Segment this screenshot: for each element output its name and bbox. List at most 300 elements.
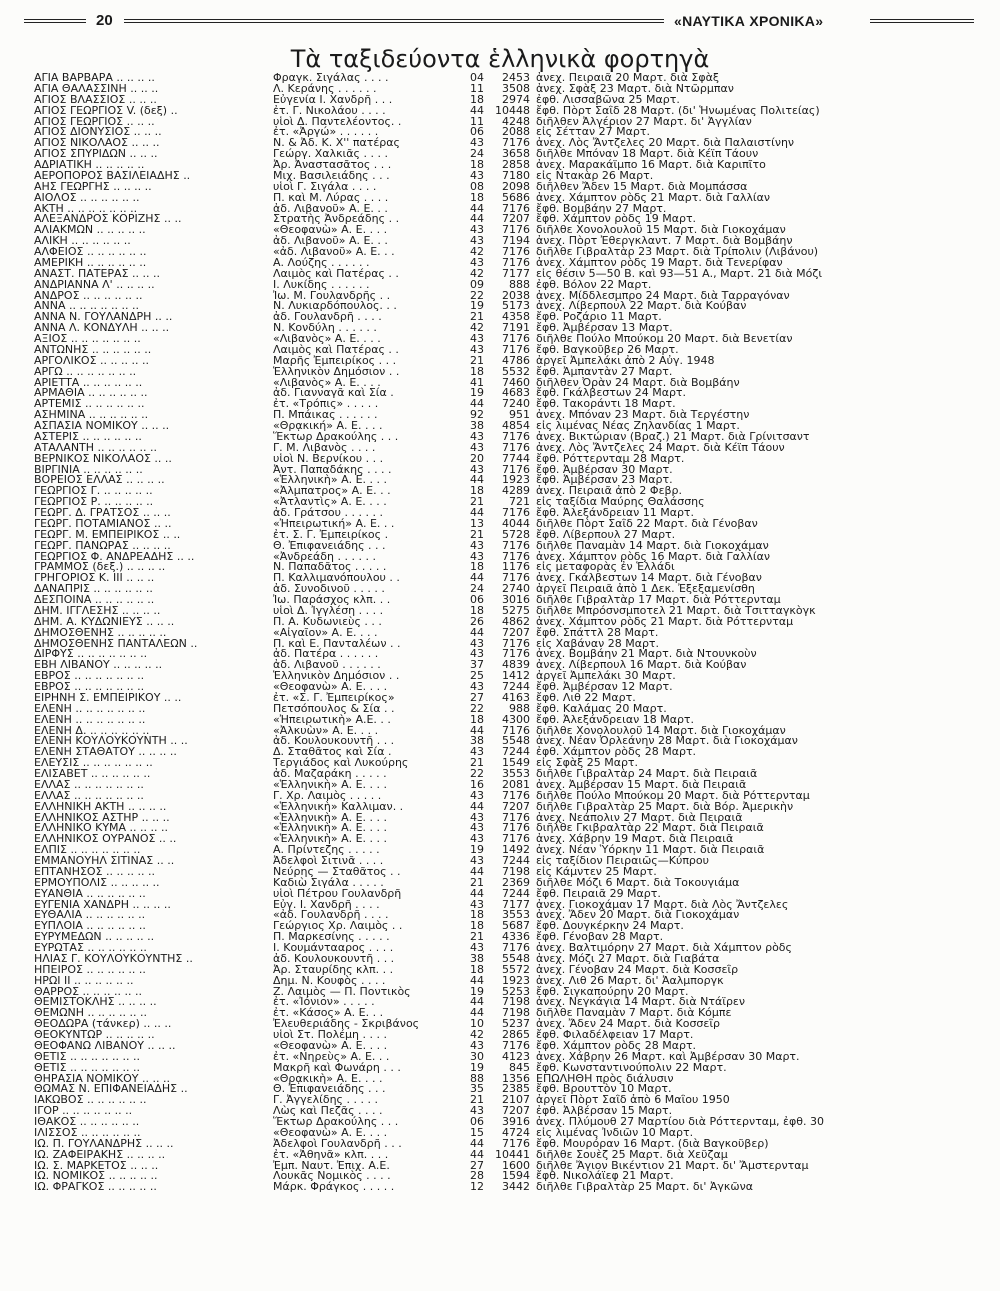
ship-tonnage: 5687 <box>502 920 530 932</box>
ship-name: ΕΥΠΛΟΙΑ .. .. .. .. .. .. <box>34 920 146 932</box>
ship-tonnage: 7191 <box>502 322 530 334</box>
ship-row <box>34 1105 984 1116</box>
ship-owner: Ἕκτωρ Δρακούλης . . . <box>273 430 399 442</box>
ship-status: ἀνεχ. Μόζι 27 Μαρτ. διὰ Γιαβάτα <box>536 952 720 964</box>
ship-tonnage: 2038 <box>502 289 530 301</box>
ship-tonnage: 7198 <box>502 996 530 1008</box>
ship-tonnage: 5253 <box>502 985 530 997</box>
ship-tonnage: 7176 <box>502 343 530 355</box>
publication-name: «ΝΑΥΤΙΚΑ ΧΡΟΝΙΚΑ» <box>674 13 824 29</box>
ship-owner: ἐτ. «Κάσος» Α. Ε. . . <box>273 1007 384 1019</box>
ship-name: ΓΡΗΓΟΡΙΟΣ Κ. ΙΙΙ .. .. .. <box>34 572 155 584</box>
ship-tonnage: 2974 <box>502 93 530 105</box>
ship-status: διῆλθε Πούλο Μπούκομ 20 Μαρτ. διὰ Βενετίαν <box>536 333 793 344</box>
ship-code: 43 <box>470 648 484 660</box>
ship-owner: ἐτ. «Ἀθηνᾶ» κλπ. . . . <box>273 1148 389 1160</box>
ship-code: 35 <box>470 1083 484 1095</box>
ship-code: 21 <box>470 311 484 323</box>
ship-row <box>34 105 984 116</box>
ship-tonnage: 7176 <box>502 256 530 268</box>
ship-status: διῆλθε Πούλο Μπούκομ 20 Μαρτ. διὰ Ρόττερνταμ <box>536 789 810 801</box>
ship-tonnage: 4683 <box>502 387 530 399</box>
ship-tonnage: 951 <box>509 409 530 421</box>
ship-owner: Ἀδελφοὶ Γουλανδρῆ . . . <box>273 1137 402 1149</box>
ship-row <box>34 920 984 931</box>
ship-row <box>34 355 984 366</box>
ship-code: 24 <box>470 148 484 160</box>
ship-owner: Γ. Χρ. Λαιμὸς . . . . . <box>273 789 382 801</box>
ship-row <box>34 398 984 409</box>
ship-name: ΕΛΛΑΣ .. .. .. .. .. .. .. <box>34 789 144 801</box>
ship-name: ΑΣΤΕΡΙΣ .. .. .. .. .. .. <box>34 430 142 442</box>
ship-name: ΘΕΟΦΑΝΩ ΛΙΒΑΝΟΥ .. .. .. <box>34 1039 176 1051</box>
ship-name: ΒΕΡΝΙΚΟΣ ΝΙΚΟΛΑΟΣ .. .. <box>34 452 172 464</box>
ship-code: 19 <box>470 844 484 856</box>
ship-tonnage: 988 <box>509 702 530 714</box>
ship-row <box>34 931 984 942</box>
ship-name: ΕΛΛΗΝΙΚΟΣ ΟΥΡΑΝΟΣ .. .. <box>34 833 177 845</box>
ship-tonnage: 7176 <box>502 550 530 562</box>
ship-row <box>34 909 984 920</box>
ship-status: ἀνεχ. Χάμπτον ρὸδς 21 Μαρτ. διὰ Ρόττερνταμ <box>536 615 794 627</box>
ship-name: ΕΛΛΗΝΙΚΟΣ ΑΣΤΗΡ .. .. .. <box>34 811 170 823</box>
ship-row <box>34 551 984 562</box>
ship-name: ΔΗΜ. Α. ΚΥΔΩΝΙΕΥΣ .. .. .. <box>34 615 175 627</box>
ship-owner: Λουκᾶς Νομικὸς . . . . <box>273 1170 391 1182</box>
ship-status: ἀργεῖ Ἀμπελάκι ἀπὸ 2 Αὐγ. 1948 <box>536 354 715 366</box>
ship-code: 43 <box>470 681 484 692</box>
ship-name: ΑΓΙΟΣ ΣΠΥΡΙΔΩΝ .. .. .. <box>34 148 158 160</box>
ship-status: ἀνεχ. Βικτώριαν (Βραζ.) 21 Μαρτ. διὰ Γρίνιτσαντ <box>536 430 810 442</box>
ship-tonnage: 5548 <box>502 735 530 747</box>
ship-name: ΓΕΩΡΓΙΟΣ Φ. ΑΝΔΡΕΑΔΗΣ .. .. <box>34 550 195 562</box>
ship-code: 43 <box>470 441 484 453</box>
ship-status: ἀνεχ. Χάμπτον ρὸδς 21 Μαρτ. διὰ Γαλλίαν <box>536 191 771 203</box>
ship-row <box>34 333 984 344</box>
ship-row <box>34 83 984 94</box>
ship-row <box>34 1040 984 1051</box>
ship-status: ἔφθ. Ἀλεξάνδρειαν 11 Μαρτ. <box>536 507 695 518</box>
ship-name: ΑΓΙΑ ΘΑΛΑΣΣΙΝΗ .. .. .. <box>34 82 159 94</box>
ship-owner: Ἑλληνικὸν Δημόσιον . . <box>273 365 400 377</box>
ship-code: 42 <box>470 1029 484 1040</box>
ship-row <box>34 714 984 725</box>
ship-owner: ἐτ. «Ἀργώ» . . . . . . <box>273 126 379 138</box>
ship-tonnage: 2369 <box>502 876 530 888</box>
ship-row <box>34 1073 984 1084</box>
ship-status: ἔφθ. Ρόττερνταμ 28 Μαρτ. <box>536 452 685 464</box>
ship-tonnage: 7176 <box>502 572 530 584</box>
ship-owner: ἀδ. Μαζαράκη . . . . . <box>273 768 387 779</box>
ship-status: ἔφθ. Ἀλεξάνδρειαν 18 Μαρτ. <box>536 713 695 725</box>
ship-row <box>34 1051 984 1062</box>
ship-name: ΘΕΜΩΝΗ .. .. .. .. .. .. <box>34 1007 147 1019</box>
ship-code: 43 <box>470 224 484 236</box>
ship-row <box>34 746 984 757</box>
ship-row <box>34 735 984 746</box>
ship-status: εἰς μεταφορὰς ἐν Ἑλλάδι <box>536 561 675 573</box>
ship-owner: Ι. Λυκίδης . . . . . . <box>273 278 370 290</box>
ship-name: ΑΛΦΕΙΟΣ .. .. .. .. .. .. <box>34 246 147 257</box>
ship-owner: Π. Καλλιμανόπουλου . . <box>273 572 400 584</box>
ship-status: διῆλθε Γιβραλτὰρ 17 Μαρτ. διὰ Ρόττερνταμ <box>536 594 781 605</box>
ship-owner: «Ἑλληνικὴ» Α. Ε. . . . <box>273 833 388 845</box>
ship-owner: Ν. Λυκιαρδόπουλος. . . <box>273 300 397 312</box>
ship-tonnage: 3016 <box>502 594 530 605</box>
ship-tonnage: 7176 <box>502 1039 530 1051</box>
ship-status: ἀνεχ. Λὸς Ἄντζελες 20 Μαρτ. διὰ Παλαιστίνην <box>536 137 795 149</box>
ship-owner: ἀδ. Γιανναγᾶ καὶ Σία . <box>273 387 394 399</box>
ship-name: ΑΓΙΟΣ ΓΕΩΡΓΙΟΣ V. (δεξ) .. <box>34 104 178 116</box>
ship-row <box>34 757 984 768</box>
ship-status: διῆλθε Παναμὰν 7 Μαρτ. διὰ Κόμπε <box>536 1007 732 1019</box>
ship-row <box>34 1127 984 1138</box>
ship-name: ΗΠΕΙΡΟΣ .. .. .. .. .. .. <box>34 963 146 975</box>
ship-owner: Ζ. Λαιμὸς — Π. Ποντικὸς <box>273 985 411 997</box>
ship-code: 22 <box>470 289 484 301</box>
ship-code: 44 <box>470 572 484 584</box>
ship-name: ΑΓΙΟΣ ΝΙΚΟΛΑΟΣ .. .. .. <box>34 137 160 149</box>
ship-owner: ἀδ. Λιβανοῦ» Α. Ε. . . <box>273 202 388 214</box>
ship-owner: ἀδ. Λιβανοῦ» Α. Ε. . . <box>273 235 388 247</box>
header-rule-right <box>870 19 974 23</box>
ship-status: διῆλθε Γκιβραλτὰρ 22 Μαρτ. διὰ Πειραιᾶ <box>536 822 764 834</box>
ship-code: 44 <box>470 800 484 812</box>
ship-tonnage: 7177 <box>502 898 530 910</box>
ship-row <box>34 1007 984 1018</box>
ship-code: 19 <box>470 985 484 997</box>
ship-row <box>34 94 984 105</box>
ship-status: ἀνεχ. Νεάπολιν 27 Μαρτ. διὰ Πειραιᾶ <box>536 811 743 823</box>
ship-owner: Ἀρ. Σταυρίδης κλπ. . . <box>273 963 394 975</box>
ship-tonnage: 2081 <box>502 778 530 790</box>
ship-tonnage: 2453 <box>502 72 530 83</box>
ship-code: 18 <box>470 485 484 497</box>
ship-tonnage: 3916 <box>502 1116 530 1127</box>
ship-status: ἀνεχ. Λίβερπουλ 16 Μαρτ. διὰ Κούβαν <box>536 659 747 671</box>
ship-name: ΕΒΗ ΛΙΒΑΝΟΥ .. .. .. .. .. <box>34 659 163 671</box>
ship-name: ΑΝΔΡΟΣ .. .. .. .. .. .. <box>34 289 143 301</box>
ship-row <box>34 387 984 398</box>
ship-tonnage: 4854 <box>502 420 530 431</box>
ship-row <box>34 1149 984 1160</box>
ship-row <box>34 888 984 899</box>
ship-owner: «Θεοφανὼ» Α. Ε. . . . <box>273 1126 388 1138</box>
ship-tonnage: 5237 <box>502 1018 530 1030</box>
ship-row <box>34 822 984 833</box>
ship-owner: Ν. Παπαδᾶτος . . . . . <box>273 561 387 573</box>
ship-tonnage: 2098 <box>502 180 530 192</box>
ship-status: ἀνεχ. Μαρακάϊμπο 16 Μαρτ. διὰ Καριπῖτο <box>536 159 766 170</box>
ship-name: ΕΒΡΟΣ .. .. .. .. .. .. .. <box>34 681 145 692</box>
ship-owner: Ἀρ. Ἀναστασᾶτος . . . <box>273 159 392 170</box>
ship-status: ἔφθ. Ἀμβέρσαν 30 Μαρτ. <box>536 463 673 475</box>
ship-row <box>34 779 984 790</box>
ship-row <box>34 703 984 714</box>
ship-code: 26 <box>470 615 484 627</box>
ship-row <box>34 529 984 540</box>
ship-name: ΑΓΙΑ ΒΑΡΒΑΡΑ .. .. .. .. <box>34 72 155 83</box>
ship-status: ἔφθ. Βρουττὸν 10 Μαρτ. <box>536 1083 672 1095</box>
ship-tonnage: 7176 <box>502 811 530 823</box>
ship-status: διῆλθε Χονολουλοῦ 15 Μαρτ. διὰ Γιοκοχάμαν <box>536 224 786 236</box>
ship-code: 44 <box>470 724 484 736</box>
ship-code: 12 <box>470 1181 484 1193</box>
ship-row <box>34 768 984 779</box>
ship-name: ΕΠΤΑΝΗΣΟΣ .. .. .. .. .. <box>34 865 155 877</box>
ship-owner: Δ. Σταθᾶτος καὶ Σία . <box>273 746 392 758</box>
ship-code: 18 <box>470 909 484 921</box>
ship-tonnage: 5572 <box>502 963 530 975</box>
ship-name: ΑΔΡΙΑΤΙΚΗ .. .. .. .. .. <box>34 159 145 170</box>
ship-tonnage: 7176 <box>502 463 530 475</box>
ship-row <box>34 377 984 388</box>
ship-code: 06 <box>470 1116 484 1127</box>
ship-tonnage: 7244 <box>502 681 530 692</box>
ship-name: ΑΓΙΟΣ ΒΛΑΣΣΙΟΣ .. .. .. <box>34 93 157 105</box>
ship-name: ΕΜΜΑΝΟΥΗΛ ΣΙΤΙΝΑΣ .. .. <box>34 855 175 866</box>
ship-code: 21 <box>470 1094 484 1106</box>
ship-name: ΔΕΣΠΟΙΝΑ .. .. .. .. .. .. <box>34 594 155 605</box>
ship-status: ἀνεχ. Ἄδεν 24 Μαρτ. διὰ Κοσσεΐρ <box>536 1018 721 1030</box>
ship-code: 21 <box>470 528 484 540</box>
ship-row <box>34 344 984 355</box>
ship-code: 44 <box>470 887 484 899</box>
ship-status: ἀργεῖ Πειραιᾶ ἀπὸ 1 Δεκ. Ἐξεξαμενίσθη <box>536 583 755 595</box>
ship-status: ἔφθ. Τακοράντι 18 Μαρτ. <box>536 398 676 410</box>
page-header <box>24 10 976 34</box>
ship-tonnage: 7176 <box>502 724 530 736</box>
ship-row <box>34 311 984 322</box>
ship-code: 43 <box>470 898 484 910</box>
ship-row <box>34 246 984 257</box>
ship-tonnage: 1600 <box>502 1159 530 1171</box>
ship-status: διῆλθε Παναμὰν 14 Μαρτ. διὰ Γιοκοχάμαν <box>536 539 769 551</box>
ship-owner: Γεώργ. Χαλκιᾶς . . . . <box>273 148 388 160</box>
ship-row <box>34 203 984 214</box>
ship-tonnage: 7207 <box>502 213 530 225</box>
ship-owner: ἀδ. Γουλανδρῆ . . . . <box>273 311 382 323</box>
ship-owner: Νεύρης — Σταθᾶτος . . <box>273 865 401 877</box>
ship-code: 06 <box>470 126 484 138</box>
ships-listing <box>34 72 984 1192</box>
ship-owner: ἐτ. «Ἰόνιον» . . . . . <box>273 996 375 1008</box>
ship-row <box>34 1094 984 1105</box>
ship-row <box>34 681 984 692</box>
ship-tonnage: 7244 <box>502 887 530 899</box>
ship-code: 21 <box>470 757 484 769</box>
ship-owner: Γεώργιος Χρ. Λαιμὸς . . <box>273 920 403 932</box>
ship-row <box>34 899 984 910</box>
ship-status: ἔφθ. Ἀμβέρσαν 13 Μαρτ. <box>536 322 673 334</box>
ship-row <box>34 659 984 670</box>
ship-name: ΑΝΔΡΙΑΝΝΑ Λ' .. .. .. .. <box>34 278 155 290</box>
ship-code: 18 <box>470 963 484 975</box>
ship-code: 44 <box>470 1148 484 1160</box>
ship-status: ἔφθ. Βαγκοῦβερ 26 Μαρτ. <box>536 343 679 355</box>
ship-code: 18 <box>470 713 484 725</box>
ship-status: εἰς Κάμντεν 25 Μαρτ. <box>536 865 657 877</box>
ship-owner: υἱοὶ Δ. Ἰγγλέση . . . . <box>273 604 384 616</box>
ship-code: 19 <box>470 300 484 312</box>
ship-name: ΘΕΤΙΣ .. .. .. .. .. .. .. <box>34 1061 140 1073</box>
ship-row <box>34 975 984 986</box>
ship-owner: Ἀντ. Παπαδάκης . . . . <box>273 463 392 475</box>
ship-name: ΑΙΟΛΟΣ .. .. .. .. .. .. <box>34 191 140 203</box>
ship-owner: ἀδ. Κουλουκουντῆ . . . <box>273 952 395 964</box>
ship-status: εἰς λιμένας Ἰνδιῶν 10 Μαρτ. <box>536 1126 694 1138</box>
ship-owner: Μάρκ. Φράγκος . . . . . <box>273 1181 395 1193</box>
ship-tonnage: 7176 <box>502 789 530 801</box>
ship-row <box>34 1138 984 1149</box>
ship-code: 43 <box>470 343 484 355</box>
ship-row <box>34 300 984 311</box>
ship-code: 38 <box>470 735 484 747</box>
ship-code: 44 <box>470 865 484 877</box>
ship-row <box>34 812 984 823</box>
ship-tonnage: 7176 <box>502 637 530 649</box>
ship-tonnage: 7240 <box>502 398 530 410</box>
ship-status: εἰς Χαβάναν 28 Μαρτ. <box>536 637 660 649</box>
ship-owner: ἀδ. Συνοδινοῦ . . . . . <box>273 583 385 595</box>
ship-name: ΕΛΛΗΝΙΚΟ ΚΥΜΑ .. .. .. .. <box>34 822 169 834</box>
ship-tonnage: 1549 <box>502 757 530 769</box>
ship-status: ἀνεχ. Πλύμουθ 27 Μαρτίου διὰ Ρόττερνταμ, ἐφθ. 30 <box>536 1116 824 1127</box>
ship-tonnage: 7198 <box>502 865 530 877</box>
ship-status: ἀνεχ. Μπόναν 23 Μαρτ. διὰ Τεργέστην <box>536 409 750 421</box>
ship-status: διῆλθε Σουὲζ 25 Μαρτ. διὰ Χεῦζαμ <box>536 1148 728 1160</box>
ship-owner: «Ἑλληνικὴ» Α. Ε. . . . <box>273 474 388 486</box>
ship-status: ἔφθ. Ἀμβέρσαν 12 Μαρτ. <box>536 681 673 692</box>
ship-tonnage: 5728 <box>502 528 530 540</box>
ship-owner: ἐτ. «Σ. Γ. Ἐμπειρίκος» <box>273 691 395 703</box>
ship-owner: «ἀδ. Λιβανοῦ» Α. Ε. . . <box>273 246 395 257</box>
ship-status: ἔφθ. Γκάλβεστων 24 Μαρτ. <box>536 387 687 399</box>
ship-status: ἔφθ. Βομβάην 27 Μαρτ. <box>536 202 667 214</box>
ship-name: ΕΙΡΗΝΗ Σ. ΕΜΠΕΙΡΙΚΟΥ .. .. <box>34 691 182 703</box>
ship-owner: «Ἀλκυὼν» Α. Ε. . . . <box>273 724 379 736</box>
ship-owner: Α. Πρίντεζης . . . . . <box>273 844 380 856</box>
ship-row <box>34 801 984 812</box>
page-title: Τὰ ταξιδεύοντα ἑλληνικὰ φορτηγὰ <box>290 45 710 73</box>
ship-name: ΕΛΕΝΗ ΣΤΑΘΑΤΟΥ .. .. .. .. <box>34 746 177 758</box>
ship-tonnage: 7176 <box>502 833 530 845</box>
ship-tonnage: 7176 <box>502 246 530 257</box>
ship-status: ἀνεχ. Χάμπτον ρὸδς 19 Μαρτ. διὰ Τενερίφαν <box>536 256 783 268</box>
ship-status: ἔφθ. Γένοβαν 28 Μαρτ. <box>536 931 664 943</box>
ship-status: ἔφθ. Πὸρτ Σαΐδ 28 Μαρτ. (δι' Ἡνωμένας Πολιτείας) <box>536 104 820 116</box>
ship-tonnage: 7176 <box>502 648 530 660</box>
ship-owner: Ἐλευθεριάδης - Σκριβάνος <box>273 1018 420 1030</box>
ship-owner: «Ἠπειρωτική» Α. Ε. . . <box>273 517 395 529</box>
ship-name: ΑΝΤΩΝΗΣ .. .. .. .. .. .. <box>34 343 152 355</box>
ship-name: ΑΛΙΑΚΜΩΝ .. .. .. .. .. <box>34 224 146 236</box>
ship-row <box>34 159 984 170</box>
ship-tonnage: 7176 <box>502 333 530 344</box>
ship-name: ΓΕΩΡΓ. Μ. ΕΜΠΕΙΡΙΚΟΣ .. .. <box>34 528 181 540</box>
ship-tonnage: 4862 <box>502 615 530 627</box>
ship-tonnage: 3553 <box>502 909 530 921</box>
ship-code: 22 <box>470 768 484 779</box>
ship-tonnage: 4163 <box>502 691 530 703</box>
ship-status: ἔφθ. Λίβερπουλ 27 Μαρτ. <box>536 528 676 540</box>
ship-row <box>34 442 984 453</box>
ship-name: ΑΡΓΩ .. .. .. .. .. .. .. <box>34 365 137 377</box>
ship-owner: Ν. & Ἀδ. Κ. Χ'' πατέρας <box>273 137 400 149</box>
ship-tonnage: 1356 <box>502 1072 530 1084</box>
ship-name: ΕΥΡΩΤΑΣ .. .. .. .. .. .. <box>34 942 147 953</box>
ship-status: εἰς Σφὰξ 25 Μαρτ. <box>536 757 639 769</box>
ship-code: 43 <box>470 1039 484 1051</box>
ship-name: ΕΥΘΑΛΙΑ .. .. .. .. .. .. <box>34 909 146 921</box>
ship-row <box>34 235 984 246</box>
ship-row <box>34 181 984 192</box>
ship-status: διῆλθεν Ἄδεν 15 Μαρτ. διὰ Μομπάσσα <box>536 180 748 192</box>
ship-name: ΑΕΡΟΠΟΡΟΣ ΒΑΣΙΛΕΙΑΔΗΣ .. <box>34 169 191 181</box>
ship-code: 43 <box>470 1105 484 1117</box>
ship-name: ΔΗΜ. ΙΓΓΛΕΣΗΣ .. .. .. .. <box>34 604 161 616</box>
ship-row <box>34 1083 984 1094</box>
ship-owner: «Ἑλληνικὴ» Καλλιμαν. . <box>273 800 404 812</box>
ship-code: 42 <box>470 267 484 279</box>
ship-row <box>34 561 984 572</box>
ship-tonnage: 2858 <box>502 159 530 170</box>
ship-owner: Στρατὴς Ἀνδρεάδης . . <box>273 213 400 225</box>
ship-name: ΑΝΝΑ .. .. .. .. .. .. .. <box>34 300 139 312</box>
ship-name: ΓΕΩΡΓΙΟΣ Γ. .. .. .. .. .. <box>34 485 153 497</box>
ship-tonnage: 4300 <box>502 713 530 725</box>
ship-row <box>34 485 984 496</box>
ship-status: εἰς ταξίδια Μαύρης Θαλάσσης <box>536 496 705 508</box>
ship-status: ἀνεχ. Πειραιᾶ 20 Μαρτ. διὰ Σφὰξ <box>536 72 719 83</box>
ship-owner: Μακρῆ καὶ Φωνάρη . . . <box>273 1061 401 1073</box>
ship-status: ἔφθ. Ἀμπαντὰν 27 Μαρτ. <box>536 365 673 377</box>
ship-owner: «Ἀτλαντὶς» Α. Ε. . . . <box>273 496 387 508</box>
ship-tonnage: 10448 <box>495 104 530 116</box>
ship-status: ἀνεχ. Λίβερπουλ 22 Μαρτ. διὰ Κούβαν <box>536 300 747 312</box>
ship-code: 44 <box>470 213 484 225</box>
ship-row <box>34 366 984 377</box>
ship-code: 20 <box>470 452 484 464</box>
ship-name: ΕΛΛΗΝΙΚΗ ΑΚΤΗ .. .. .. .. <box>34 800 167 812</box>
ship-owner: «Θεοφανὼ» Α. Ε. . . . <box>273 224 388 236</box>
ship-tonnage: 7176 <box>502 137 530 149</box>
ship-status: ἐφθ. Βόλον 22 Μαρτ. <box>536 278 652 290</box>
ship-code: 43 <box>470 463 484 475</box>
ship-tonnage: 5173 <box>502 300 530 312</box>
ship-owner: ἐτ. Γ. Νικολάου . . . . <box>273 104 386 116</box>
ship-owner: Εὐγενία Ι. Χανδρῆ . . . <box>273 93 393 105</box>
ship-name: ΑΜΕΡΙΚΗ .. .. .. .. .. .. <box>34 256 147 268</box>
ship-code: 18 <box>470 561 484 573</box>
ship-tonnage: 1923 <box>502 474 530 486</box>
ship-owner: Λὼς καὶ Πεζᾶς . . . . <box>273 1105 383 1117</box>
ship-tonnage: 2088 <box>502 126 530 138</box>
ship-status: διῆλθε Γιβραλτὰρ 25 Μαρτ. διὰ Βόρ. Ἀμερικὴν <box>536 800 794 812</box>
ship-row <box>34 594 984 605</box>
page-number: 20 <box>96 12 113 29</box>
ship-owner: ἀδ. Κουλουκουντῆ . . . <box>273 735 395 747</box>
ship-owner: Ι. Κουμάντααρος . . . . <box>273 942 394 953</box>
ship-name: ΑΞΙΟΣ .. .. .. .. .. .. .. <box>34 333 141 344</box>
ship-row <box>34 877 984 888</box>
ship-status: ἐφθ. Ἀλβέρσαν 15 Μαρτ. <box>536 1105 673 1117</box>
ship-name: ΕΛΛΑΣ .. .. .. .. .. .. .. <box>34 778 144 790</box>
ship-tonnage: 7244 <box>502 746 530 758</box>
ship-code: 43 <box>470 811 484 823</box>
ship-row <box>34 322 984 333</box>
ship-row <box>34 866 984 877</box>
